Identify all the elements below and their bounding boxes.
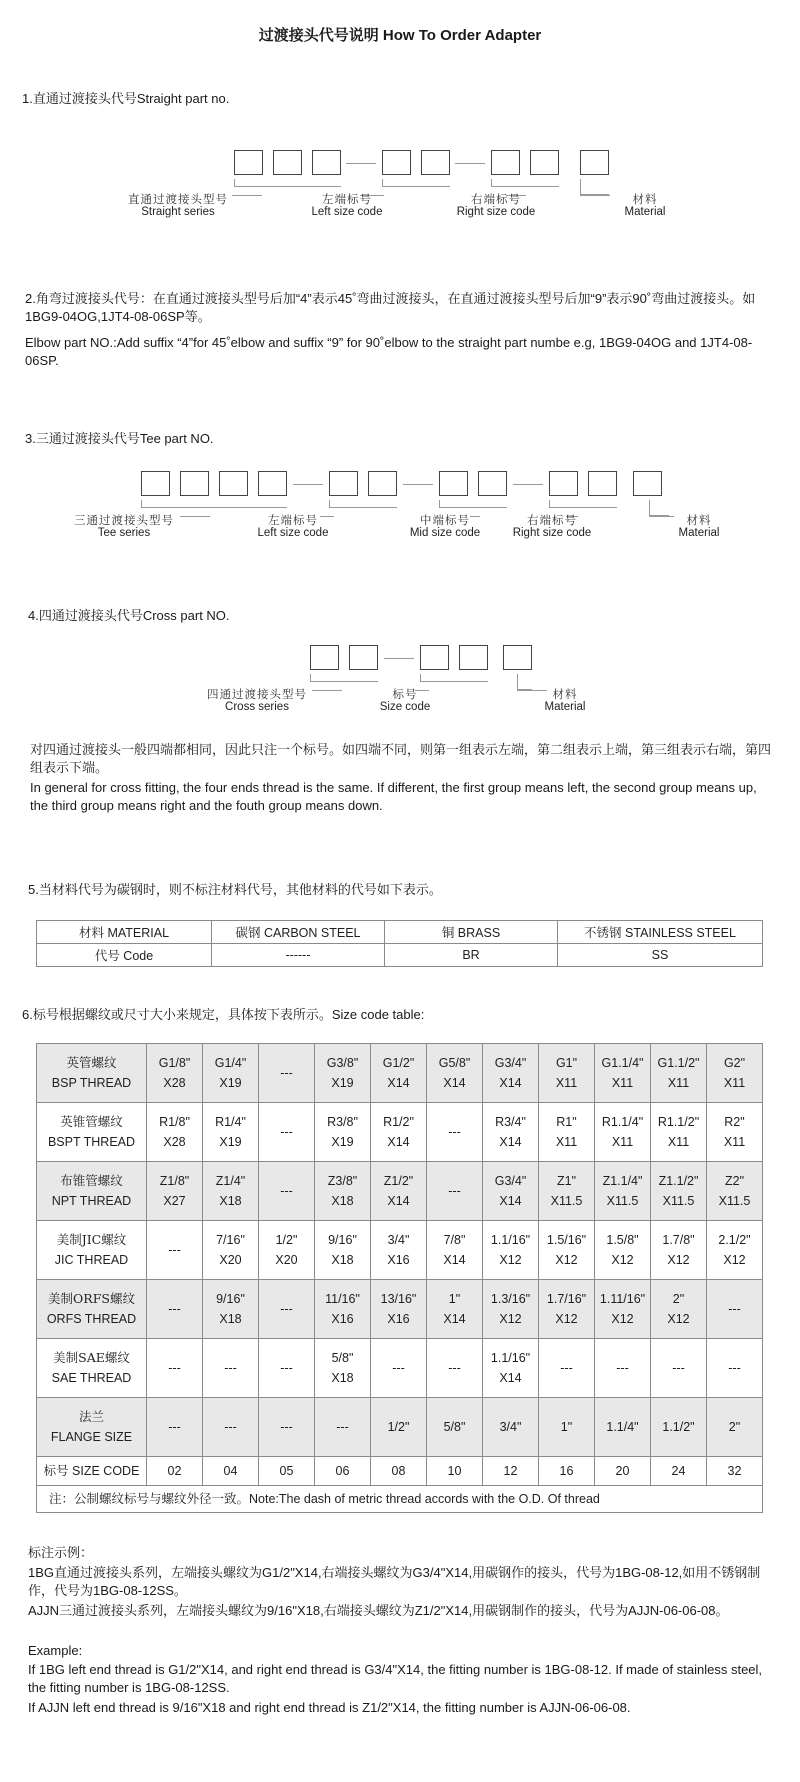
diagram-label: 直通过渡接头型号 Straight series <box>128 192 228 218</box>
table-cell: G3/4" X14 <box>483 1162 539 1221</box>
table-cell: 1.7/8" X12 <box>651 1221 707 1280</box>
table-row <box>37 921 763 944</box>
size-code-cell: 20 <box>595 1457 651 1486</box>
diagram-label: 材料 Material <box>624 192 666 218</box>
row-header-en: SAE THREAD <box>51 1371 132 1385</box>
table-cell: 3/4" X16 <box>371 1221 427 1280</box>
row-header-cn: 英管螺纹 <box>66 1055 117 1070</box>
table-cell: --- <box>707 1339 763 1398</box>
row-header: 标号 SIZE CODE <box>37 1457 147 1486</box>
examples-en-1: If 1BG left end thread is G1/2"X14, and right end thread is G3/4"X14, the fitting number is 1BG-08-12. If made of stainless steel, the fitting number is 1BG-08-12SS. <box>28 1662 763 1695</box>
table-cell: --- <box>315 1398 371 1457</box>
examples-cn-heading: 标注示例： <box>28 1545 94 1560</box>
table-cell: --- <box>147 1280 203 1339</box>
diagram-label: 材料 Material <box>544 687 586 713</box>
diagram-label: 右端标号 Right size code <box>512 513 592 539</box>
table-cell: 13/16" X16 <box>371 1280 427 1339</box>
table-cell: Z1.1/4" X11.5 <box>595 1162 651 1221</box>
table-cell: --- <box>651 1339 707 1398</box>
diagram-label: 四通过渡接头型号 Cross series <box>207 687 307 713</box>
table-cell: 2" X12 <box>651 1280 707 1339</box>
table-cell: BR <box>385 944 558 967</box>
table-cell: --- <box>147 1221 203 1280</box>
table-cell: --- <box>147 1339 203 1398</box>
table-cell: R1/2" X14 <box>371 1103 427 1162</box>
table-cell: G1/8" X28 <box>147 1044 203 1103</box>
table-cell: 代号 Code <box>37 944 212 967</box>
table-cell: --- <box>259 1398 315 1457</box>
size-code-cell: 16 <box>539 1457 595 1486</box>
table-cell: R1/4" X19 <box>203 1103 259 1162</box>
cross-diagram <box>0 0 800 720</box>
size-code-cell: 04 <box>203 1457 259 1486</box>
section5-heading: 5.当材料代号为碳钢时，则不标注材料代号，其他材料的代号如下表示。 <box>28 882 442 897</box>
material-table <box>36 920 763 967</box>
table-cell: 材料 MATERIAL <box>37 921 212 944</box>
table-cell: Z2" X11.5 <box>707 1162 763 1221</box>
table-cell: R2" X11 <box>707 1103 763 1162</box>
table-cell: G3/4" X14 <box>483 1044 539 1103</box>
size-code-cell: 05 <box>259 1457 315 1486</box>
row-header <box>37 1044 147 1103</box>
table-cell: --- <box>259 1103 315 1162</box>
table-row <box>37 1044 763 1103</box>
table-row <box>37 1221 763 1280</box>
table-cell: 9/16" X18 <box>315 1221 371 1280</box>
table-row <box>37 1103 763 1162</box>
section3-heading: 3.三通过渡接头代号Tee part NO. <box>25 431 214 446</box>
table-cell: 7/8" X14 <box>427 1221 483 1280</box>
table-cell: 5/8" X18 <box>315 1339 371 1398</box>
row-header-en: BSPT THREAD <box>47 1135 136 1149</box>
table-row <box>37 1162 763 1221</box>
section1-heading: 1.直通过渡接头代号Straight part no. <box>22 91 230 106</box>
table-cell: 9/16" X18 <box>203 1280 259 1339</box>
table-cell: R3/4" X14 <box>483 1103 539 1162</box>
size-code-cell: 24 <box>651 1457 707 1486</box>
table-cell: 1.1/4" <box>595 1398 651 1457</box>
table-cell: G1" X11 <box>539 1044 595 1103</box>
table-cell: 1.3/16" X12 <box>483 1280 539 1339</box>
row-header <box>37 1339 147 1398</box>
table-cell: 碳钢 CARBON STEEL <box>212 921 385 944</box>
table-cell: --- <box>595 1339 651 1398</box>
table-cell: R1/8" X28 <box>147 1103 203 1162</box>
section6-heading: 6.标号根据螺纹或尺寸大小来规定，具体按下表所示。Size code table: <box>22 1007 425 1022</box>
row-header-en: JIC THREAD <box>54 1253 129 1267</box>
row-header <box>37 1103 147 1162</box>
table-cell: 1.5/16" X12 <box>539 1221 595 1280</box>
row-header-cn: 法兰 <box>78 1409 104 1424</box>
table-cell: --- <box>147 1398 203 1457</box>
table-cell: 1.1/16" X12 <box>483 1221 539 1280</box>
table-cell: Z1" X11.5 <box>539 1162 595 1221</box>
diagram-label: 中端标号 Mid size code <box>409 513 481 539</box>
table-cell: 不锈钢 STAINLESS STEEL <box>558 921 763 944</box>
diagram-label: 左端标号 Left size code <box>311 192 383 218</box>
table-cell: 铜 BRASS <box>385 921 558 944</box>
table-cell: Z1.1/2" X11.5 <box>651 1162 707 1221</box>
size-code-cell: 10 <box>427 1457 483 1486</box>
table-cell: 7/16" X20 <box>203 1221 259 1280</box>
row-header <box>37 1221 147 1280</box>
diagram-label: 材料 Material <box>678 513 720 539</box>
table-cell: --- <box>259 1044 315 1103</box>
note-row <box>37 1486 763 1513</box>
table-cell: 1" X14 <box>427 1280 483 1339</box>
diagram-label: 右端标号 Right size code <box>456 192 536 218</box>
row-header <box>37 1280 147 1339</box>
row-header-en: NPT THREAD <box>51 1194 132 1208</box>
table-cell: ------ <box>212 944 385 967</box>
table-cell: --- <box>707 1280 763 1339</box>
table-cell: G5/8" X14 <box>427 1044 483 1103</box>
diagram-label: 标号 Size code <box>379 687 431 713</box>
table-cell: 1.1/16" X14 <box>483 1339 539 1398</box>
diagram-label: 三通过渡接头型号 Tee series <box>74 513 174 539</box>
examples-cn-1: 1BG直通过渡接头系列，左端接头螺纹为G1/2"X14,右端接头螺纹为G3/4"X14,用碳钢作的接头，代号为1BG-08-12,如用不锈钢制作，代号为1BG-08-12SS。 <box>28 1565 761 1598</box>
section4-cn: 对四通过渡接头一般四端都相同，因此只注一个标号。如四端不同，则第一组表示左端，第二组表示上端，第三组表示右端，第四组表示下端。 <box>30 742 772 775</box>
table-cell: 1.5/8" X12 <box>595 1221 651 1280</box>
row-header-cn: 美制JIC螺纹 <box>56 1232 127 1247</box>
size-code-row <box>37 1457 763 1486</box>
table-cell: SS <box>558 944 763 967</box>
table-cell: G1/4" X19 <box>203 1044 259 1103</box>
section2-en: Elbow part NO.:Add suffix “4”for 45˚elbow and suffix “9” for 90˚elbow to the straight part numbe e.g, 1BG9-04OG and 1JT4-08-06SP. <box>25 335 753 368</box>
examples-en-heading: Example: <box>28 1643 83 1658</box>
row-header <box>37 1162 147 1221</box>
table-cell: --- <box>539 1339 595 1398</box>
table-cell: --- <box>427 1339 483 1398</box>
table-cell: --- <box>203 1398 259 1457</box>
table-cell: Z1/2" X14 <box>371 1162 427 1221</box>
row-header-en: BSP THREAD <box>51 1076 132 1090</box>
table-note: 注：公制螺纹标号与螺纹外径一致。Note:The dash of metric thread accords with the O.D. Of thread <box>37 1486 763 1513</box>
section4-heading: 4.四通过渡接头代号Cross part NO. <box>28 608 230 623</box>
row-header <box>37 1398 147 1457</box>
row-header-cn: 布锥管螺纹 <box>60 1173 123 1188</box>
table-cell: G1.1/4" X11 <box>595 1044 651 1103</box>
table-cell: G1.1/2" X11 <box>651 1044 707 1103</box>
examples-cn-2: AJJN三通过渡接头系列，左端接头螺纹为9/16"X18,右端接头螺纹为Z1/2"X14,用碳钢制作的接头，代号为AJJN-06-06-08。 <box>28 1603 729 1618</box>
row-header-en: ORFS THREAD <box>46 1312 137 1326</box>
size-code-cell: 06 <box>315 1457 371 1486</box>
row-header-en: FLANGE SIZE <box>50 1430 133 1444</box>
diagram-label: 左端标号 Left size code <box>257 513 329 539</box>
table-cell: --- <box>259 1280 315 1339</box>
table-cell: G1/2" X14 <box>371 1044 427 1103</box>
row-header-cn: 美制ORFS螺纹 <box>48 1291 135 1306</box>
table-row <box>37 1398 763 1457</box>
table-cell: --- <box>203 1339 259 1398</box>
table-cell: --- <box>427 1103 483 1162</box>
table-cell: G2" X11 <box>707 1044 763 1103</box>
table-row <box>37 1339 763 1398</box>
table-cell: 5/8" <box>427 1398 483 1457</box>
row-header-cn: 美制SAE螺纹 <box>53 1350 130 1365</box>
size-code-cell: 12 <box>483 1457 539 1486</box>
section4-en: In general for cross fitting, the four ends thread is the same. If different, the first group means left, the second group means up, the third group means right and the fouth group means down. <box>30 780 757 813</box>
table-cell: 1.1/2" <box>651 1398 707 1457</box>
table-cell: --- <box>427 1162 483 1221</box>
examples-en-2: If AJJN left end thread is 9/16"X18 and right end thread is Z1/2"X14, the fitting number is AJJN-06-06-08. <box>28 1700 631 1715</box>
table-cell: Z3/8" X18 <box>315 1162 371 1221</box>
table-cell: 1/2" <box>371 1398 427 1457</box>
table-cell: R1.1/4" X11 <box>595 1103 651 1162</box>
size-code-cell: 02 <box>147 1457 203 1486</box>
table-row <box>37 1280 763 1339</box>
size-code-cell: 32 <box>707 1457 763 1486</box>
table-cell: --- <box>371 1339 427 1398</box>
table-cell: Z1/8" X27 <box>147 1162 203 1221</box>
table-cell: 1/2" X20 <box>259 1221 315 1280</box>
section2-cn: 2.角弯过渡接头代号：在直通过渡接头型号后加“4”表示45˚弯曲过渡接头，在直通过渡接头型号后加“9”表示90˚弯曲过渡接头。如1BG9-04OG,1JT4-08-06SP等。 <box>25 291 756 324</box>
table-cell: Z1/4" X18 <box>203 1162 259 1221</box>
table-cell: G3/8" X19 <box>315 1044 371 1103</box>
table-cell: 1.7/16" X12 <box>539 1280 595 1339</box>
table-cell: R1" X11 <box>539 1103 595 1162</box>
page-title: 过渡接头代号说明 How To Order Adapter <box>258 27 542 44</box>
size-code-table <box>36 1043 763 1513</box>
size-code-cell: 08 <box>371 1457 427 1486</box>
table-row <box>37 944 763 967</box>
table-cell: --- <box>259 1162 315 1221</box>
table-cell: 1.11/16" X12 <box>595 1280 651 1339</box>
table-cell: 11/16" X16 <box>315 1280 371 1339</box>
table-cell: 2.1/2" X12 <box>707 1221 763 1280</box>
table-cell: R1.1/2" X11 <box>651 1103 707 1162</box>
table-cell: 2" <box>707 1398 763 1457</box>
table-cell: 1" <box>539 1398 595 1457</box>
table-cell: 3/4" <box>483 1398 539 1457</box>
table-cell: --- <box>259 1339 315 1398</box>
table-cell: R3/8" X19 <box>315 1103 371 1162</box>
row-header-cn: 英锥管螺纹 <box>60 1114 123 1129</box>
